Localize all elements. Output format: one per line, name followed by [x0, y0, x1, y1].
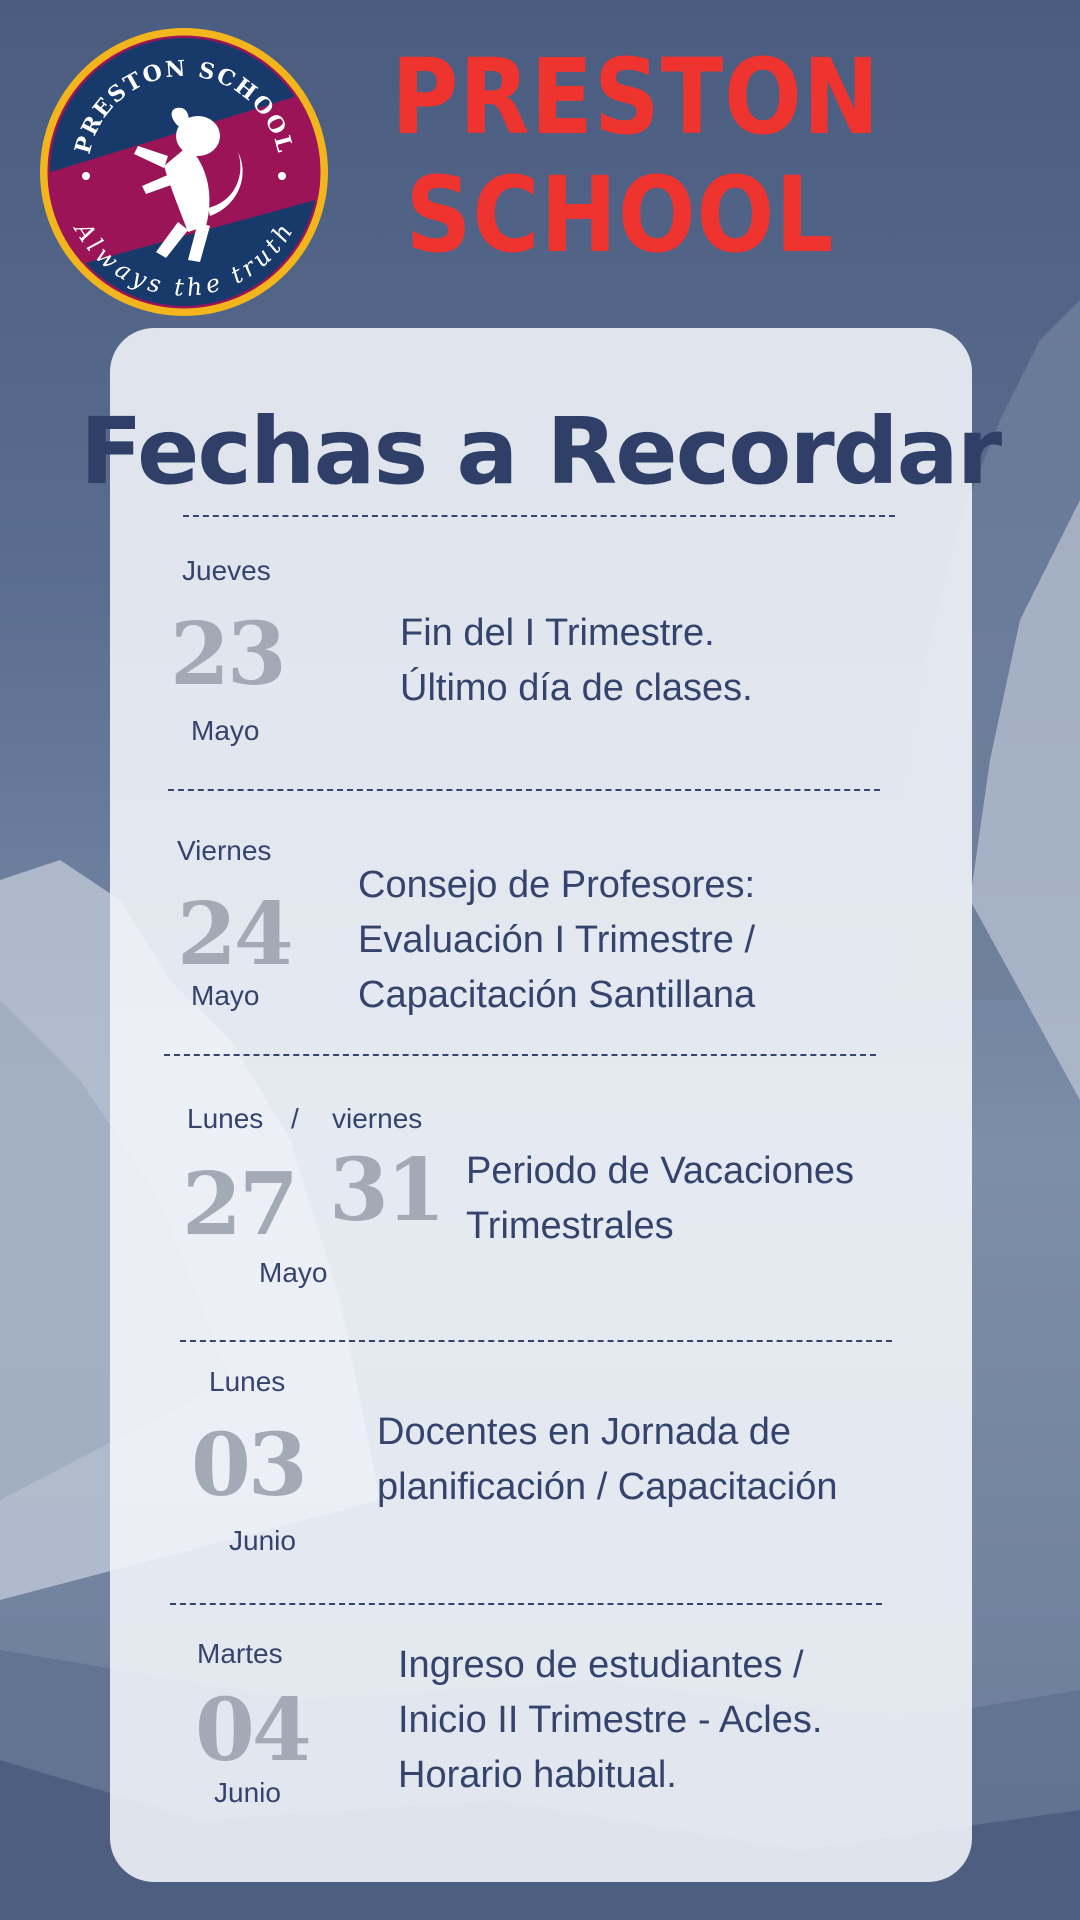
event-day: Viernes — [177, 835, 272, 866]
divider — [168, 789, 880, 791]
event-month: Junio — [229, 1525, 296, 1556]
card-title: Fechas a Recordar — [79, 398, 1001, 505]
event-month: Mayo — [191, 715, 260, 746]
event-date-number: 04 — [195, 1680, 309, 1781]
event-date-number: 24 — [177, 884, 291, 985]
event-description: Ingreso de estudiantes / Inicio II Trimestre - Acles. Horario habitual. — [398, 1644, 823, 1796]
divider — [180, 1340, 892, 1342]
divider — [183, 515, 895, 517]
divider — [170, 1603, 882, 1605]
school-name-line-2: SCHOOL — [405, 154, 835, 276]
event-description: Fin del I Trimestre. Último día de clases. — [400, 612, 753, 709]
event-date-number-2: 31 — [329, 1140, 443, 1241]
event-description: Consejo de Profesores: Evaluación I Trimestre / Capacitación Santillana — [358, 864, 756, 1016]
date-range-separator: / — [291, 1103, 299, 1134]
event-day: Lunes — [209, 1366, 286, 1397]
school-name-line-1: PRESTON — [391, 36, 881, 158]
event-month: Mayo — [259, 1257, 328, 1288]
divider — [164, 1054, 876, 1056]
event-day: Martes — [197, 1638, 283, 1669]
event-month: Junio — [214, 1777, 281, 1808]
svg-text:Always the truth: Always the truth — [68, 217, 300, 302]
svg-text:PRESTON SCHOOL: PRESTON SCHOOL — [69, 55, 299, 157]
event-day: Lunes — [187, 1103, 264, 1134]
event-description: Docentes en Jornada de planificación / Capacitación — [377, 1411, 838, 1508]
event-date-number: 23 — [170, 604, 284, 705]
event-day: Jueves — [182, 555, 271, 586]
event-description: Periodo de Vacaciones Trimestrales — [466, 1150, 854, 1247]
event-day-2: viernes — [332, 1103, 423, 1134]
school-name-heading — [391, 36, 881, 276]
event-month: Mayo — [191, 980, 260, 1011]
school-crest-logo — [38, 26, 330, 318]
event-date-number: 03 — [191, 1415, 305, 1516]
event-date-number: 27 — [182, 1154, 296, 1255]
